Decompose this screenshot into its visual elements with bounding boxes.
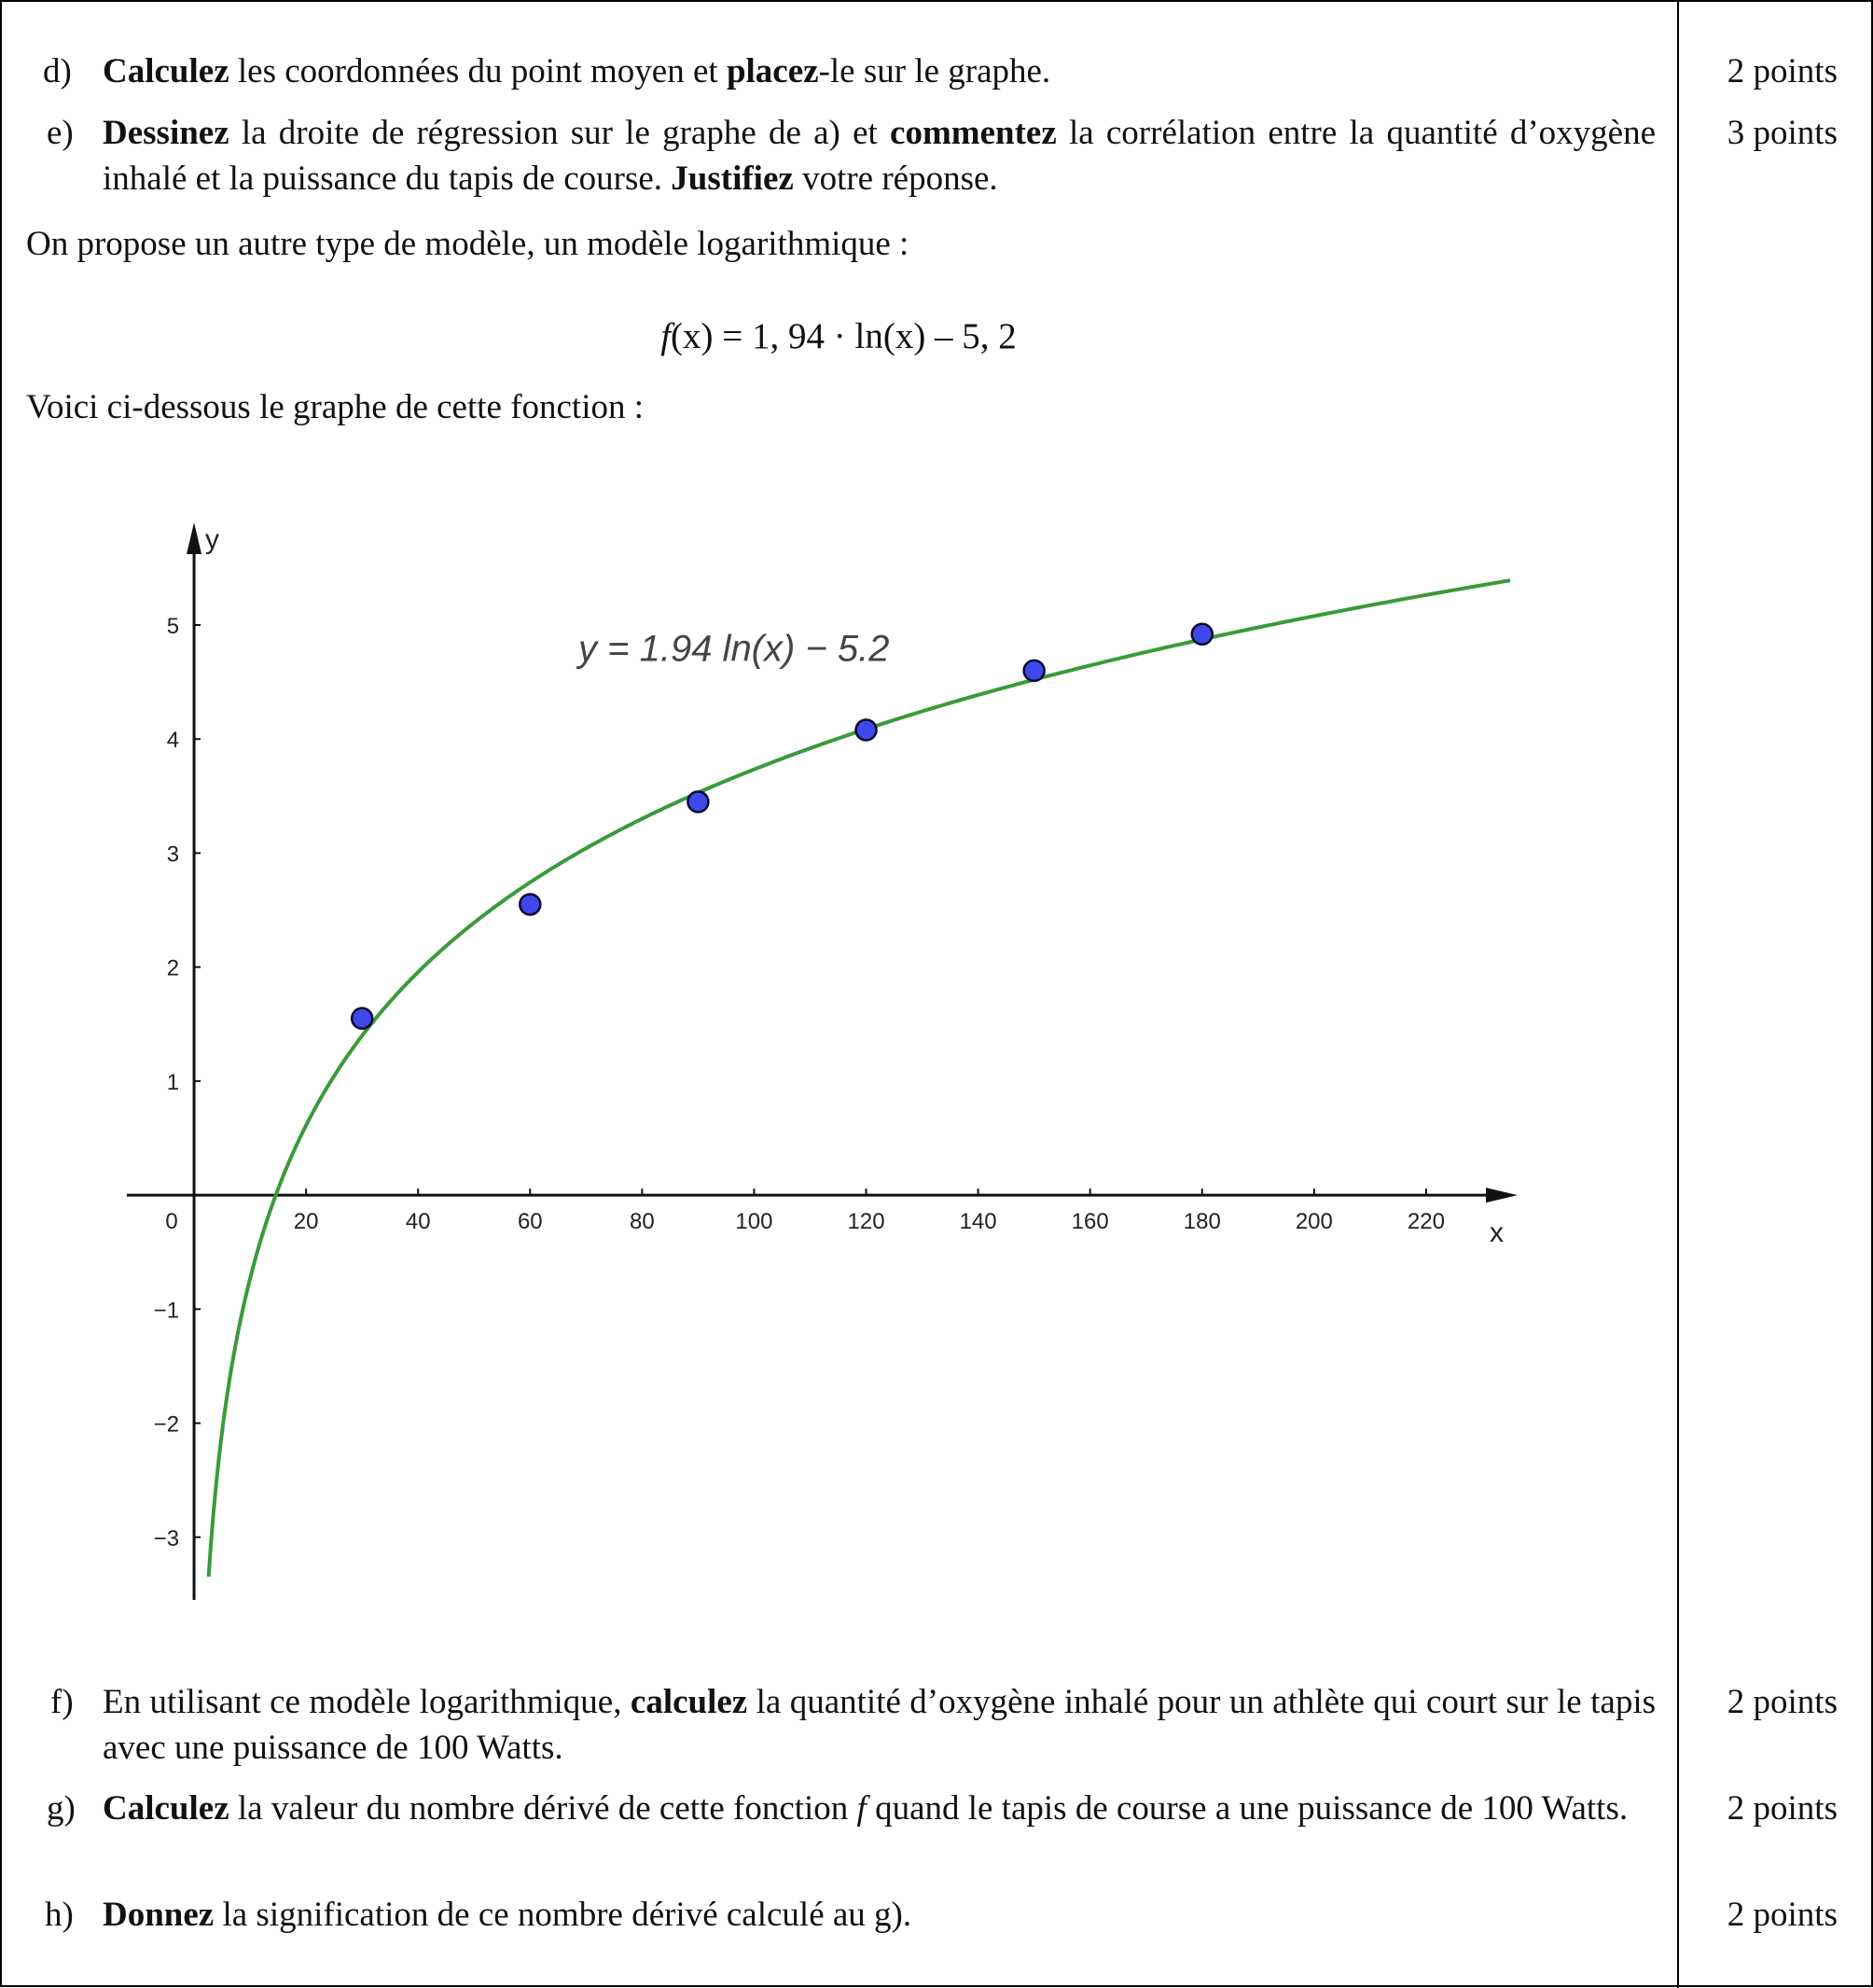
question-e-verb-3: Justifiez	[671, 160, 794, 198]
graph-intro: Voici ci-dessous le graphe de cette fonction :	[26, 388, 645, 426]
x-tick-label: 120	[847, 1209, 885, 1235]
x-axis-arrow	[1486, 1188, 1518, 1203]
formula-expression: = 1, 94 · ln(x) – 5, 2	[713, 316, 1017, 356]
y-tick-label: 1	[166, 1069, 180, 1095]
question-g-verb: Calculez	[103, 1789, 229, 1828]
curve-equation-label: y = 1.94 ln(x) − 5.2	[578, 628, 890, 670]
question-h-text	[103, 1892, 1656, 1938]
question-e-label: e)	[47, 114, 74, 152]
y-axis-arrow	[187, 522, 201, 554]
x-tick-label: 220	[1407, 1209, 1445, 1235]
y-tick-label: 4	[166, 728, 180, 754]
question-h-label: h)	[45, 1896, 74, 1934]
x-tick-label: 80	[630, 1209, 655, 1235]
y-tick-label: 5	[166, 614, 180, 639]
question-g-points: 2 points	[1727, 1789, 1838, 1828]
model-intro: On propose un autre type de modèle, un modèle logarithmique :	[26, 225, 909, 263]
question-e-part-3: votre réponse.	[793, 160, 998, 198]
question-d-verb-2: placez	[726, 52, 819, 90]
data-point	[687, 791, 708, 812]
question-d-points: 2 points	[1727, 52, 1838, 90]
formula-function-name: f	[660, 316, 672, 356]
data-point	[1024, 660, 1045, 681]
x-tick-label: 0	[165, 1209, 178, 1235]
question-h-part: la signification de ce nombre dérivé calculé au g).	[214, 1896, 912, 1934]
question-d-part: les coordonnées du point moyen et	[229, 52, 727, 90]
question-f-part: En utilisant ce modèle logarithmique,	[103, 1683, 631, 1721]
question-e-points: 3 points	[1727, 114, 1838, 152]
question-f-verb: calculez	[630, 1683, 748, 1721]
question-d-verb: Calculez	[103, 52, 229, 90]
x-tick-label: 40	[405, 1209, 431, 1235]
question-g-text	[103, 1786, 1656, 1831]
y-tick-label: 2	[166, 955, 180, 981]
question-g-function: f	[856, 1789, 867, 1828]
question-h-points: 2 points	[1727, 1896, 1838, 1934]
y-tick-label: −1	[153, 1298, 180, 1324]
y-tick-label: −2	[153, 1411, 180, 1438]
question-f-part-2: la quantité d’oxygène inhalé pour un athlète qui court sur le tapis avec une puissance de 100 Watts.	[103, 1683, 1656, 1767]
x-tick-label: 200	[1295, 1209, 1333, 1235]
question-f-label: f)	[50, 1683, 74, 1721]
question-g-part: la valeur du nombre dérivé de cette fonction	[229, 1789, 857, 1828]
question-d-text	[103, 49, 1656, 94]
x-tick-label: 100	[735, 1209, 773, 1235]
y-tick-label: −3	[153, 1525, 180, 1551]
data-point	[1192, 624, 1213, 645]
y-tick-label: 3	[166, 841, 180, 868]
data-point	[856, 719, 877, 740]
x-tick-label: 180	[1183, 1209, 1221, 1235]
x-tick-label: 20	[293, 1209, 319, 1235]
model-formula	[0, 313, 1677, 360]
question-e-verb: Dessinez	[103, 114, 229, 152]
log-model-chart	[0, 522, 1677, 1623]
question-d-part-2: -le sur le graphe.	[818, 52, 1051, 90]
x-tick-label: 160	[1071, 1209, 1109, 1235]
data-point	[520, 894, 540, 914]
data-point	[352, 1008, 372, 1029]
question-e-part-2: la corrélation entre la quantité d’oxygène inhalé et la puissance du tapis de course.	[103, 114, 1657, 198]
question-h-verb: Donnez	[103, 1896, 215, 1934]
question-g-part-2: quand le tapis de course a une puissance de 100 Watts.	[866, 1789, 1629, 1828]
question-e-part: la droite de régression sur le graphe de a) et	[229, 114, 891, 152]
question-f-text	[103, 1679, 1656, 1771]
question-g-label: g)	[47, 1789, 76, 1828]
question-d-label: d)	[43, 52, 72, 90]
y-axis-label: y	[205, 524, 220, 555]
x-tick-label: 140	[959, 1209, 997, 1235]
question-f-points: 2 points	[1727, 1683, 1838, 1721]
question-e-verb-2: commentez	[890, 114, 1057, 152]
formula-argument: (x)	[671, 316, 714, 356]
question-e-text	[103, 110, 1656, 202]
x-axis-label: x	[1490, 1217, 1504, 1249]
x-tick-label: 60	[517, 1209, 543, 1235]
